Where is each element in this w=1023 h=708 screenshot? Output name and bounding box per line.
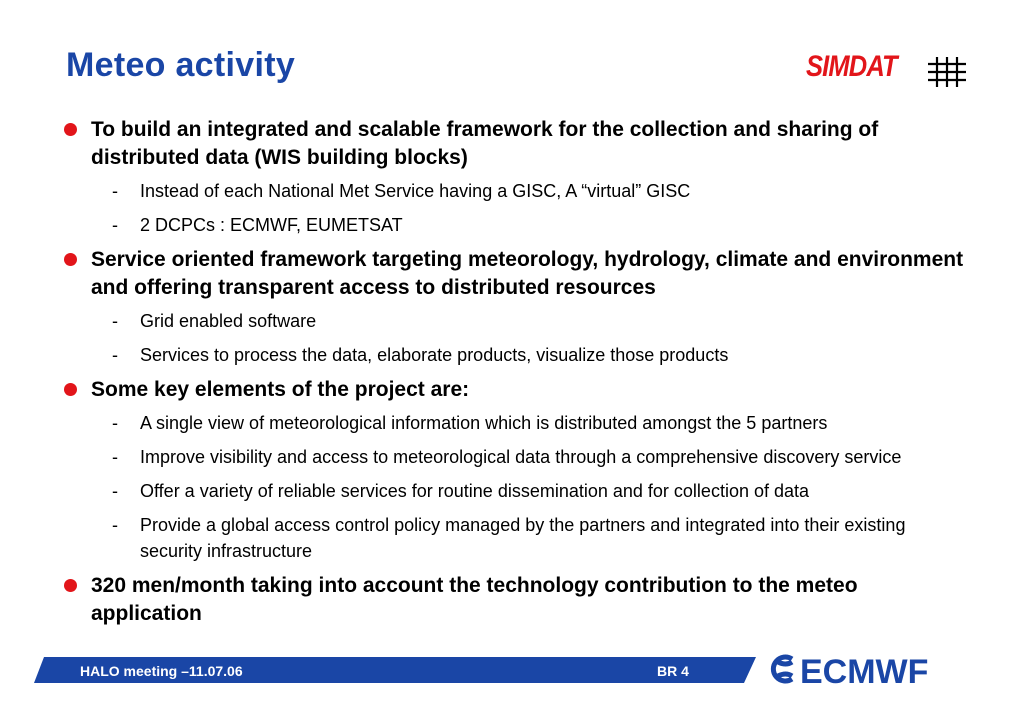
sub-text: Instead of each National Met Service having a GISC, A “virtual” GISC xyxy=(140,181,691,201)
dash-marker: - xyxy=(112,515,118,535)
footer-page-number: BR 4 xyxy=(657,663,689,679)
sub-text: A single view of meteorological information which is distributed amongst the 5 partners xyxy=(140,413,828,433)
sub-text: Provide a global access control policy managed by the partners and integrated into their existing security infrastructure xyxy=(140,515,906,561)
red-dot-icon xyxy=(64,383,77,396)
bullet-text: Service oriented framework targeting meteorology, hydrology, climate and environment and offering transparent access to distributed resources xyxy=(91,248,964,299)
dash-marker: - xyxy=(112,413,118,433)
hash-grid-icon xyxy=(926,55,968,89)
sub-item xyxy=(64,308,964,334)
ecmwf-logo xyxy=(760,650,965,688)
dash-marker: - xyxy=(112,215,118,235)
ecmwf-logo-text: ECMWF xyxy=(800,653,929,688)
sub-item xyxy=(64,342,964,368)
sub-item xyxy=(64,512,964,564)
sub-item xyxy=(64,444,964,470)
sub-text: Improve visibility and access to meteorological data through a comprehensive discovery service xyxy=(140,447,902,467)
ecmwf-swirl-icon xyxy=(773,657,792,681)
bullet-text: 320 men/month taking into account the technology contribution to the meteo application xyxy=(91,574,858,625)
dash-marker: - xyxy=(112,311,118,331)
page-title: Meteo activity xyxy=(66,46,296,84)
bullet-item xyxy=(64,572,964,628)
bullet-text: To build an integrated and scalable framework for the collection and sharing of distributed data (WIS building blocks) xyxy=(91,118,879,169)
sub-item xyxy=(64,478,964,504)
slide-content xyxy=(64,116,964,628)
sub-text: Services to process the data, elaborate products, visualize those products xyxy=(140,345,729,365)
red-dot-icon xyxy=(64,253,77,266)
bullet-text: Some key elements of the project are: xyxy=(91,378,470,401)
dash-marker: - xyxy=(112,181,118,201)
sub-item xyxy=(64,178,964,204)
bullet-item xyxy=(64,376,964,404)
simdat-logo: SIMDAT xyxy=(806,50,897,83)
red-dot-icon xyxy=(64,123,77,136)
dash-marker: - xyxy=(112,345,118,365)
sub-text: Offer a variety of reliable services for routine dissemination and for collection of data xyxy=(140,481,810,501)
dash-marker: - xyxy=(112,481,118,501)
red-dot-icon xyxy=(64,579,77,592)
bullet-item xyxy=(64,116,964,172)
sub-item xyxy=(64,212,964,238)
bullet-item xyxy=(64,246,964,302)
footer-meeting-label: HALO meeting –11.07.06 xyxy=(80,663,243,679)
dash-marker: - xyxy=(112,447,118,467)
sub-text: 2 DCPCs : ECMWF, EUMETSAT xyxy=(140,215,403,235)
sub-text: Grid enabled software xyxy=(140,311,317,331)
sub-item xyxy=(64,410,964,436)
